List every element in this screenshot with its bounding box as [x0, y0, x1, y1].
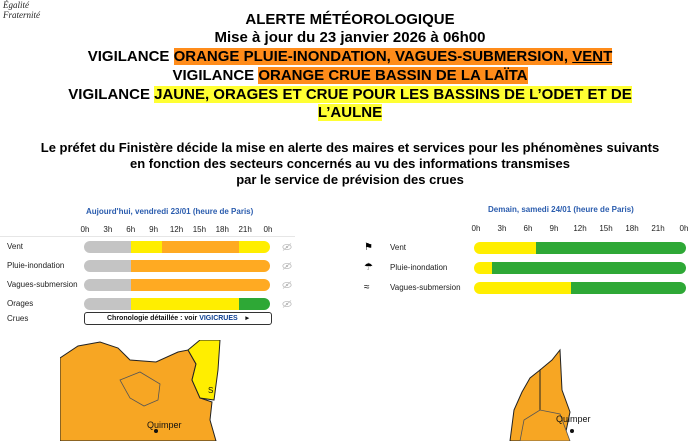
vigilance-segment-yellow: [474, 262, 492, 274]
vigilance-timeline-bar: [84, 260, 270, 272]
vigilance-prefix: VIGILANCE: [172, 67, 259, 84]
hour-tick-label: 6h: [523, 224, 533, 233]
hour-tick-label: 21h: [238, 225, 252, 234]
intro-line-3: par le service de prévision des crues: [236, 172, 464, 187]
vigilance-segment-grey: [84, 260, 131, 272]
tomorrow-panel-title: Demain, samedi 24/01 (heure de Paris): [488, 205, 634, 214]
vigilance-segment-green: [536, 242, 686, 254]
vigilance-prefix: VIGILANCE: [87, 48, 174, 65]
vigilance-segment-grey: [84, 279, 131, 291]
orange-highlight: [174, 48, 613, 65]
map-city-label-2: Quimper: [556, 414, 591, 424]
vigicrues-brand: VIGICRUES: [199, 315, 238, 322]
hour-tick-label: 3h: [497, 224, 507, 233]
motto-fraternite: Fraternité: [3, 10, 40, 20]
eye-off-icon[interactable]: [282, 281, 292, 289]
hour-tick-label: 0h: [80, 225, 90, 234]
hour-tick-label: 0h: [679, 224, 689, 233]
eye-off-icon[interactable]: [282, 262, 292, 270]
vigicrues-button-text: Chronologie détaillée : voir: [107, 315, 200, 322]
vigilance-segment-green: [571, 282, 686, 294]
department-map-tomorrow: [500, 340, 700, 441]
hour-tick-label: 9h: [149, 225, 159, 234]
vigilance-orange-line: [0, 48, 700, 65]
hour-tick-label: 21h: [651, 224, 665, 233]
phenomenon-label: Vagues-submersion: [390, 283, 461, 292]
vigilance-segment-orange: [162, 241, 240, 253]
hour-tick-label: 0h: [263, 225, 273, 234]
vigilance-timeline-bar: [474, 282, 686, 294]
vigilance-timeline-bar: [84, 279, 270, 291]
hour-tick-label: 18h: [625, 224, 639, 233]
phenomenon-label: Vent: [7, 242, 24, 251]
tomorrow-hour-axis: [0, 224, 700, 234]
intro-paragraph: [0, 140, 700, 188]
vigilance-yellow-line: [0, 86, 700, 103]
yellow-highlight: L’AULNE: [317, 104, 383, 121]
vigilance-segment-grey: [84, 298, 131, 310]
page-title: ALERTE MÉTÉOROLOGIQUE: [245, 11, 455, 28]
vigilance-segment-yellow: [131, 241, 162, 253]
vigilance-crue-line: [0, 67, 700, 84]
map-small-label: S: [208, 386, 214, 395]
phenomenon-label: Vagues-submersion: [7, 280, 78, 289]
chevron-right-icon: ▸: [245, 315, 249, 322]
eye-off-icon[interactable]: [282, 300, 292, 308]
hour-tick-label: 12h: [169, 225, 184, 234]
hour-tick-label: 15h: [192, 225, 207, 234]
intro-line-1: Le préfet du Finistère décide la mise en alerte des maires et services pour les phénomènes suivants: [40, 140, 660, 155]
hour-tick-label: 18h: [215, 225, 229, 234]
wind-icon: ⚑: [364, 242, 373, 253]
vigilance-segment-yellow: [474, 242, 536, 254]
hour-tick-label: 0h: [471, 224, 481, 233]
hour-tick-label: 3h: [103, 225, 113, 234]
crues-label: Crues: [7, 314, 29, 323]
phenomenon-label: Pluie-inondation: [390, 263, 448, 272]
vigilance-yellow-line-2: [0, 104, 700, 121]
vigicrues-link-button[interactable]: [84, 312, 272, 325]
vigilance-segment-orange: [131, 260, 271, 272]
intro-line-2: en fonction des secteurs concernés au vu des informations transmises: [130, 156, 570, 171]
vigilance-segment-yellow: [474, 282, 571, 294]
quimper-dot: [570, 429, 574, 433]
hour-tick-label: 12h: [573, 224, 587, 233]
wave-icon: ≈: [364, 282, 370, 293]
vigilance-timeline-bar: [474, 242, 686, 254]
vigilance-segment-green: [239, 298, 270, 310]
eye-off-icon[interactable]: [282, 243, 292, 251]
vigilance-segment-orange: [131, 279, 271, 291]
vigilance-segment-grey: [84, 241, 131, 253]
orange-text: ORANGE PLUIE-INONDATION, VAGUES-SUBMERSION,: [173, 48, 573, 65]
divider: [0, 236, 295, 237]
vigilance-segment-yellow: [239, 241, 270, 253]
orange-highlight: ORANGE CRUE BASSIN DE LA LAÏTA: [258, 67, 528, 84]
map-city-label: Quimper: [147, 420, 182, 430]
orange-text-underlined: VENT: [572, 48, 613, 65]
update-line: Mise à jour du 23 janvier 2026 à 06h00: [214, 29, 486, 46]
hour-tick-label: 9h: [549, 224, 559, 233]
rain-flood-icon: ☂: [364, 262, 373, 273]
phenomenon-label: Pluie-inondation: [7, 261, 65, 270]
vigilance-timeline-bar: [84, 298, 270, 310]
phenomenon-label: Vent: [390, 243, 407, 252]
phenomenon-label: Orages: [7, 299, 34, 308]
vigilance-prefix: VIGILANCE: [68, 86, 155, 103]
today-panel-title: Aujourd'hui, vendredi 23/01 (heure de Paris): [86, 207, 254, 216]
vigilance-timeline-bar: [474, 262, 686, 274]
vigilance-timeline-bar: [84, 241, 270, 253]
hour-tick-label: 15h: [599, 224, 613, 233]
vigilance-segment-yellow: [131, 298, 240, 310]
yellow-highlight: JAUNE, ORAGES ET CRUE POUR LES BASSINS DE L’ODET ET DE: [154, 86, 632, 103]
hour-tick-label: 6h: [126, 225, 136, 234]
vigilance-segment-green: [492, 262, 686, 274]
motto-egalite: Égalité: [3, 0, 29, 10]
